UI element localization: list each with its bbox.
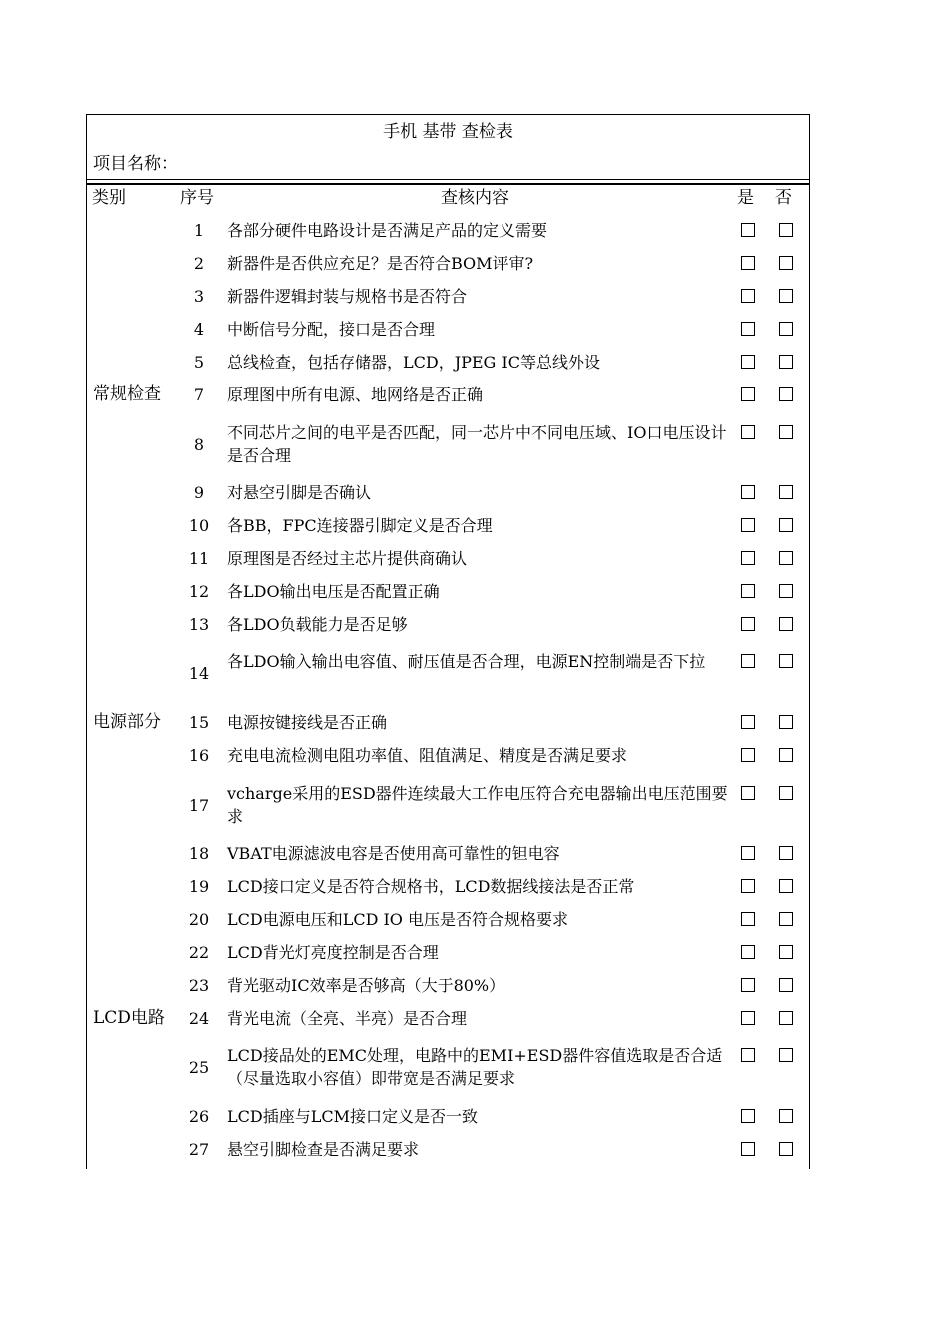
- category-label: LCD电路: [93, 1008, 165, 1028]
- row-number: 3: [193, 287, 205, 306]
- no-checkbox[interactable]: [779, 978, 793, 992]
- yes-checkbox[interactable]: [741, 879, 755, 893]
- row-number: 11: [188, 549, 210, 568]
- yes-checkbox[interactable]: [741, 551, 755, 565]
- yes-checkbox[interactable]: [741, 485, 755, 499]
- check-item-text: 背光驱动IC效率是否够高（大于80%）: [227, 976, 506, 995]
- check-item-text: 悬空引脚检查是否满足要求: [227, 1140, 420, 1159]
- no-checkbox[interactable]: [779, 912, 793, 926]
- yes-checkbox[interactable]: [741, 654, 755, 668]
- yes-checkbox[interactable]: [741, 1011, 755, 1025]
- check-item-text: 对悬空引脚是否确认: [227, 483, 372, 502]
- no-checkbox[interactable]: [779, 518, 793, 532]
- row-number: 26: [188, 1107, 210, 1126]
- category-label: 电源部分: [93, 712, 161, 732]
- no-checkbox[interactable]: [779, 846, 793, 860]
- no-checkbox[interactable]: [779, 584, 793, 598]
- category-label: 常规检查: [93, 384, 161, 404]
- yes-checkbox[interactable]: [741, 617, 755, 631]
- yes-checkbox[interactable]: [741, 1048, 755, 1062]
- row-number: 22: [188, 943, 210, 962]
- check-item-text: LCD接口定义是否符合规格书，LCD数据线接法是否正常: [227, 877, 635, 896]
- check-item-text: 充电电流检测电阻功率值、阻值满足、精度是否满足要求: [227, 746, 628, 765]
- yes-checkbox[interactable]: [741, 425, 755, 439]
- check-item-text: 总线检查，包括存储器，LCD，JPEG IC等总线外设: [227, 353, 600, 372]
- row-number: 20: [188, 910, 210, 929]
- no-checkbox[interactable]: [779, 289, 793, 303]
- row-number: 13: [188, 615, 210, 634]
- yes-checkbox[interactable]: [741, 978, 755, 992]
- no-checkbox[interactable]: [779, 551, 793, 565]
- row-number: 23: [188, 976, 210, 995]
- check-item-text: vcharge采用的ESD器件连续最大工作电压符合充电器输出电压范围要求: [227, 784, 728, 826]
- check-item-text: 新器件逻辑封装与规格书是否符合: [227, 287, 468, 306]
- row-number: 12: [188, 582, 210, 601]
- row-number: 8: [193, 435, 205, 454]
- row-number: 15: [188, 713, 210, 732]
- check-item-text: 各部分硬件电路设计是否满足产品的定义需要: [227, 221, 548, 240]
- no-checkbox[interactable]: [779, 654, 793, 668]
- header-yes: 是: [737, 188, 754, 208]
- header-category: 类别: [92, 188, 126, 208]
- yes-checkbox[interactable]: [741, 912, 755, 926]
- page-title: 手机 基带 查检表: [383, 122, 513, 142]
- yes-checkbox[interactable]: [741, 748, 755, 762]
- check-item-text: 不同芯片之间的电平是否匹配，同一芯片中不同电压域、IO口电压设计是否合理: [227, 423, 727, 465]
- check-item-text: 背光电流（全亮、半亮）是否合理: [227, 1009, 468, 1028]
- check-item-text: 新器件是否供应充足？是否符合BOM评审?: [227, 254, 534, 273]
- yes-checkbox[interactable]: [741, 322, 755, 336]
- check-item-text: 各LDO输入输出电容值、耐压值是否合理，电源EN控制端是否下拉: [227, 652, 706, 671]
- no-checkbox[interactable]: [779, 748, 793, 762]
- no-checkbox[interactable]: [779, 256, 793, 270]
- no-checkbox[interactable]: [779, 425, 793, 439]
- no-checkbox[interactable]: [779, 387, 793, 401]
- yes-checkbox[interactable]: [741, 846, 755, 860]
- yes-checkbox[interactable]: [741, 223, 755, 237]
- check-item-text: 原理图是否经过主芯片提供商确认: [227, 549, 468, 568]
- check-item-text: 各BB，FPC连接器引脚定义是否合理: [227, 516, 493, 535]
- no-checkbox[interactable]: [779, 485, 793, 499]
- no-checkbox[interactable]: [779, 355, 793, 369]
- yes-checkbox[interactable]: [741, 786, 755, 800]
- no-checkbox[interactable]: [779, 223, 793, 237]
- row-number: 10: [188, 516, 210, 535]
- yes-checkbox[interactable]: [741, 289, 755, 303]
- check-item-text: LCD接品处的EMC处理，电路中的EMI+ESD器件容值选取是否合适（尽量选取小容值）即带宽是否满足要求: [227, 1046, 723, 1088]
- check-item-text: 各LDO负载能力是否足够: [227, 615, 408, 634]
- no-checkbox[interactable]: [779, 617, 793, 631]
- header-no: 否: [775, 188, 792, 208]
- check-item-text: VBAT电源滤波电容是否使用高可靠性的钽电容: [227, 844, 560, 863]
- no-checkbox[interactable]: [779, 715, 793, 729]
- checklist-sheet: [86, 114, 810, 1169]
- check-item-text: 原理图中所有电源、地网络是否正确: [227, 385, 484, 404]
- check-item-text: 电源按键接线是否正确: [227, 713, 388, 732]
- yes-checkbox[interactable]: [741, 584, 755, 598]
- yes-checkbox[interactable]: [741, 1142, 755, 1156]
- row-number: 2: [193, 254, 205, 273]
- row-number: 17: [188, 796, 210, 815]
- row-number: 9: [193, 483, 205, 502]
- row-number: 25: [188, 1058, 210, 1077]
- row-number: 14: [188, 664, 210, 683]
- no-checkbox[interactable]: [779, 322, 793, 336]
- project-name-label: 项目名称：: [93, 154, 178, 174]
- no-checkbox[interactable]: [779, 945, 793, 959]
- no-checkbox[interactable]: [779, 1011, 793, 1025]
- yes-checkbox[interactable]: [741, 355, 755, 369]
- yes-checkbox[interactable]: [741, 387, 755, 401]
- check-item-text: 各LDO输出电压是否配置正确: [227, 582, 440, 601]
- no-checkbox[interactable]: [779, 786, 793, 800]
- check-item-text: LCD插座与LCM接口定义是否一致: [227, 1107, 478, 1126]
- row-number: 27: [188, 1140, 210, 1159]
- no-checkbox[interactable]: [779, 1109, 793, 1123]
- row-number: 4: [193, 320, 205, 339]
- header-content: 查核内容: [441, 188, 509, 208]
- row-number: 7: [193, 385, 205, 404]
- yes-checkbox[interactable]: [741, 518, 755, 532]
- yes-checkbox[interactable]: [741, 945, 755, 959]
- row-number: 1: [193, 221, 205, 240]
- row-number: 24: [188, 1009, 210, 1028]
- row-number: 19: [188, 877, 210, 896]
- row-number: 18: [188, 844, 210, 863]
- check-item-text: LCD背光灯亮度控制是否合理: [227, 943, 439, 962]
- check-item-text: LCD电源电压和LCD IO 电压是否符合规格要求: [227, 910, 569, 929]
- yes-checkbox[interactable]: [741, 715, 755, 729]
- row-number: 16: [188, 746, 210, 765]
- no-checkbox[interactable]: [779, 879, 793, 893]
- yes-checkbox[interactable]: [741, 1109, 755, 1123]
- check-item-text: 中断信号分配，接口是否合理: [227, 320, 436, 339]
- header-seq: 序号: [180, 188, 214, 208]
- no-checkbox[interactable]: [779, 1048, 793, 1062]
- row-number: 5: [193, 353, 205, 372]
- yes-checkbox[interactable]: [741, 256, 755, 270]
- no-checkbox[interactable]: [779, 1142, 793, 1156]
